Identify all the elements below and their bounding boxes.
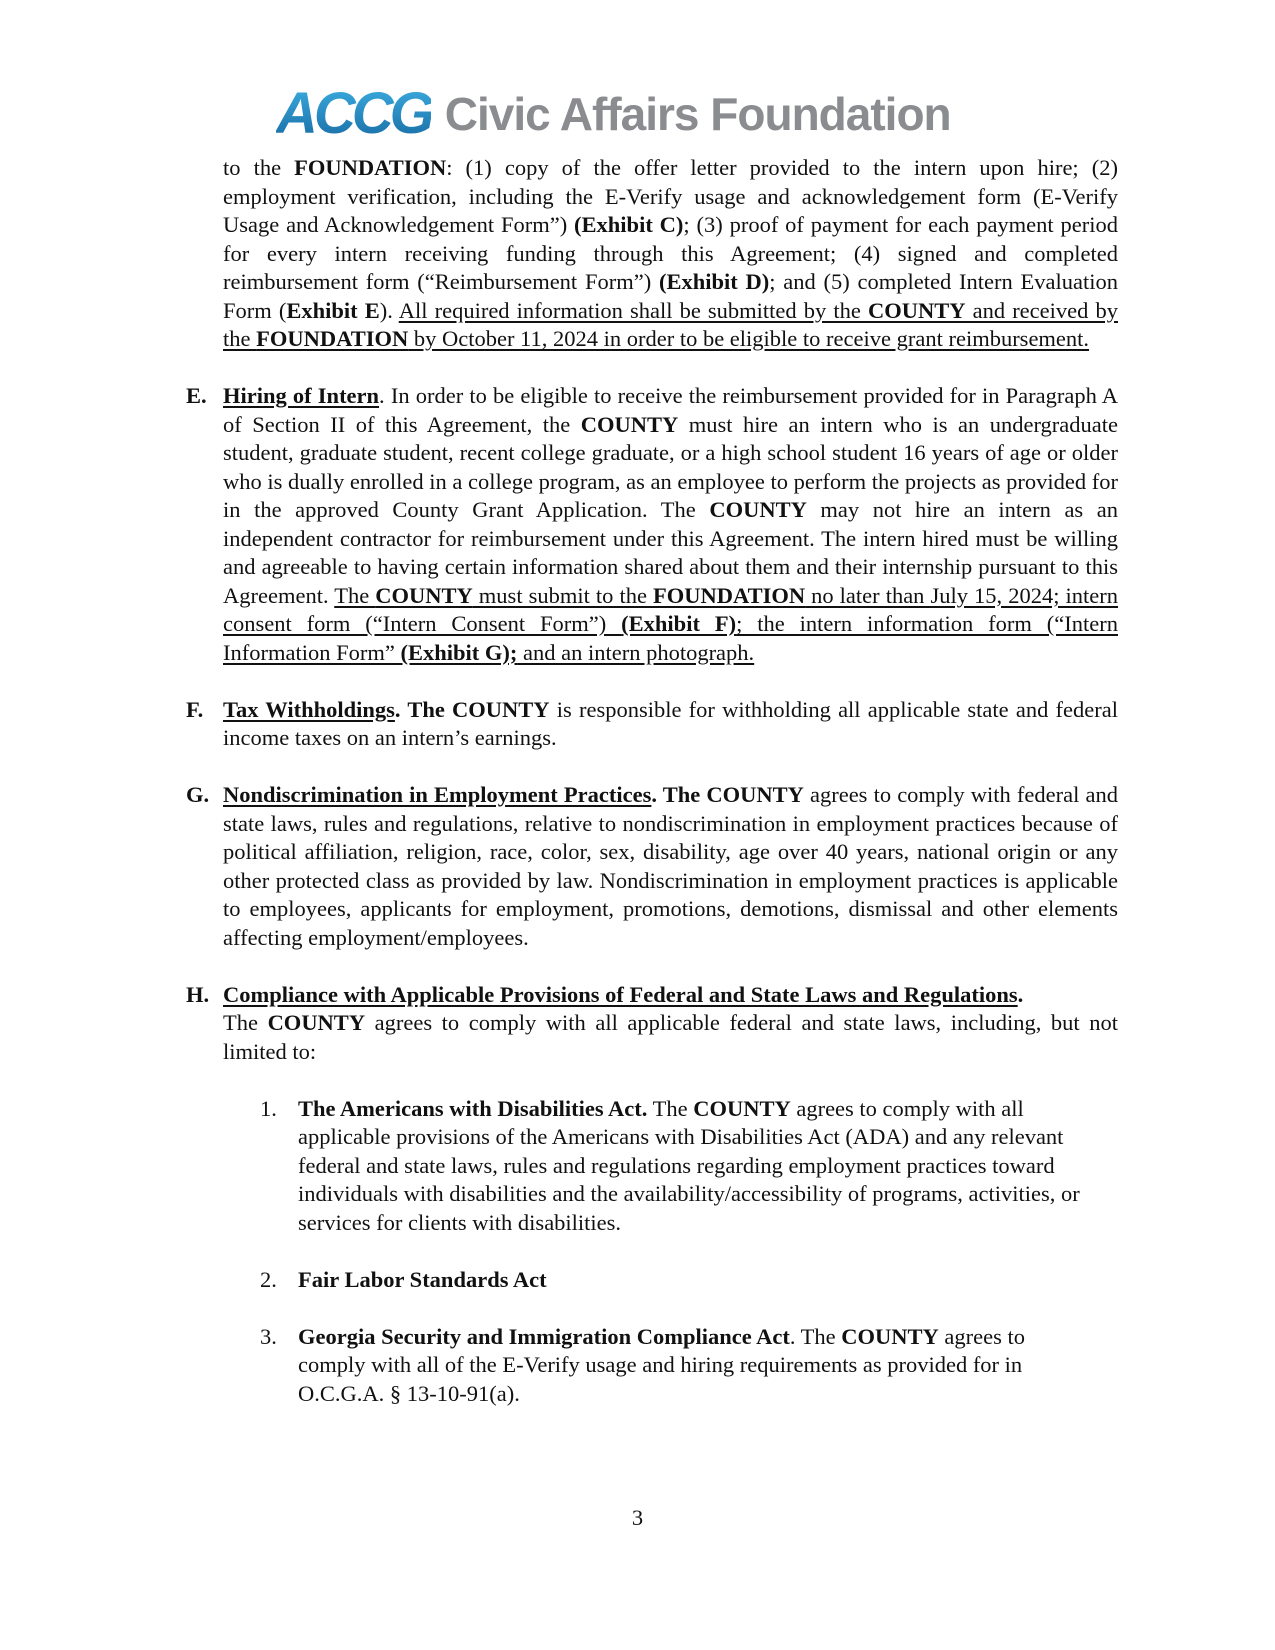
logo [276,81,951,146]
logo-mark: ACCG [276,81,431,146]
section-letter: G. [186,782,210,807]
document-body [186,154,1118,1408]
list-item-title: The Americans with Disabilities Act. [298,1095,648,1121]
section-letter: F. [186,696,204,722]
section-g: G. Nondiscrimination in Employment Practices. The COUNTY agrees to comply with federal and state laws, rules and regulations, relative to nondiscrimination in employment practices because of political affiliation, religion, race, color, sex, disability, age over 40 years, national origin or any other protected class as provided by law. Nondiscrimination in employment practices is applicable to employees, applicants for employment, promotions, demotions, dismissal and other elements affecting employment/employees. [186,782,1118,950]
section-e: E. Hiring of Intern. In order to be eligible to receive the reimbursement provided for in Paragraph A of Section II of this Agreement, the COUNTY must hire an intern who is an undergraduate student, graduate student, recent college graduate, or a high school student 16 years of age or older who is dually enrolled in a college program, as an employee to perform the projects as provided for in the approved County Grant Application. The COUNTY may not hire an intern as an independent contractor for reimbursement under this Agreement. The intern hired must be willing and agreeable to having certain information shared about them and their internship pursuant to this Agreement. The COUNTY must submit to the FOUNDATION no later than July 15, 2024; intern consent form (“Intern Consent Form”) (Exhibit F); the intern information form (“Intern Information Form” (Exhibit G); and an intern photograph. [186,383,1118,665]
list-number: 2. [260,1266,277,1292]
page-number: 3 [631,1505,644,1530]
section-f: F. Tax Withholdings. The COUNTY is responsible for withholding all applicable state and federal income taxes on an intern’s earnings. [186,696,1118,750]
list-item-title: Fair Labor Standards Act [298,1266,547,1292]
section-h: H. Compliance with Applicable Provisions of Federal and State Laws and Regulations. The COUNTY agrees to comply with all applicable federal and state laws, including, but not limited to: [186,981,1119,1064]
list-item [260,1266,1082,1295]
compliance-list [260,1095,1118,1409]
section-d-continuation: to the FOUNDATION: (1) copy of the offer letter provided to the intern upon hire; (2) employment verification, including the E-Verify usage and acknowledgement form (E-Verify Usage and Acknowledgement Form”) (Exhibit C); (3) proof of payment for each payment period for every intern receiving funding through this Agreement; (4) signed and completed reimbursement form (“Reimbursement Form”) (Exhibit D); and (5) completed Intern Evaluation Form (Exhibit E). All required information shall be submitted by the COUNTY and received by the FOUNDATION by October 11, 2024 in order to be eligible to receive grant reimbursement. [223,155,1118,351]
section-letter: E. [186,383,207,408]
list-item: 1. The Americans with Disabilities Act. The COUNTY agrees to comply with all applicable provisions of the Americans with Disabilities Act (ADA) and any relevant federal and state laws, rules and regulations regarding employment practices toward individuals with disabilities and the availability/accessibility of programs, activities, or services for clients with disabilities. [260,1095,1080,1235]
list-number: 1. [260,1095,277,1121]
section-letter: H. [186,981,210,1007]
section-heading: Nondiscrimination in Employment Practices [223,782,652,807]
section-heading: Tax Withholdings [223,696,395,722]
list-number: 3. [260,1323,277,1349]
section-heading: Compliance with Applicable Provisions of Federal and State Laws and Regulations [223,981,1018,1007]
list-item-title: Georgia Security and Immigration Compliance Act [298,1323,790,1349]
list-item: 3. Georgia Security and Immigration Compliance Act. The COUNTY agrees to comply with all of the E-Verify usage and hiring requirements as provided for in O.C.G.A. § 13-10-91(a). [260,1323,1026,1406]
section-heading: Hiring of Intern [223,383,380,408]
logo-text: Civic Affairs Foundation [444,88,951,140]
